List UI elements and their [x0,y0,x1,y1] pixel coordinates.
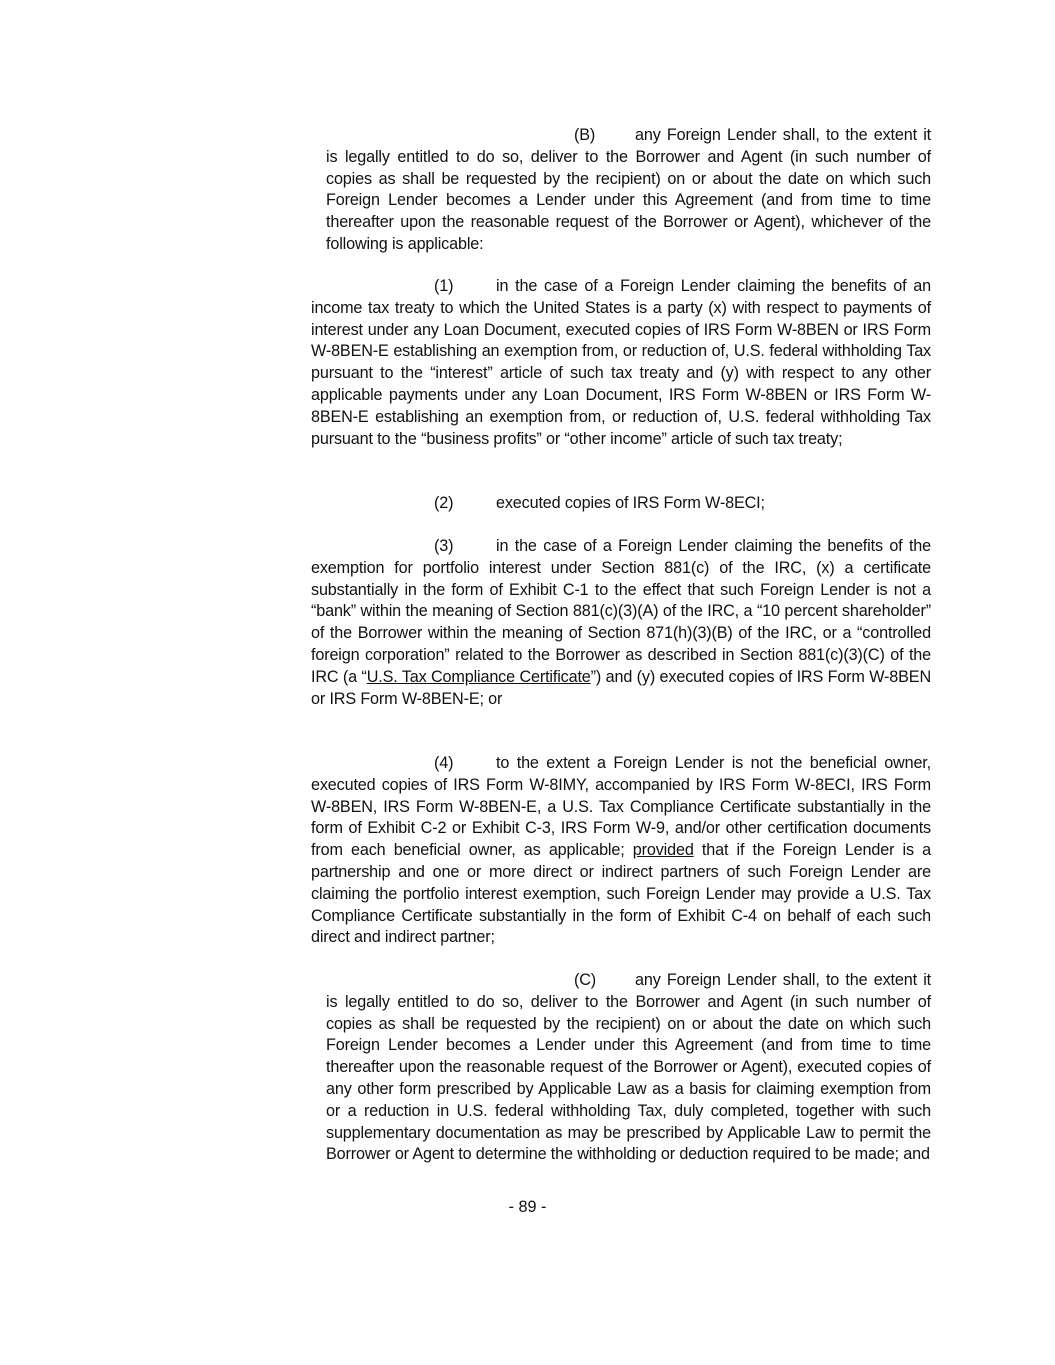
subparagraph-indent [311,537,434,555]
subparagraph-1-text: in the case of a Foreign Lender claiming the benefits of an income tax treaty to which the United States is a party (x) with respect to payments of interest under any Loan Document, executed copies of IRS Form W-8BEN or IRS Form W-8BEN-E establishing an exemption from, or reduction of, U.S. federal withholding Tax pursuant to the “interest” article of such tax treaty and (y) with respect to any other applicable payments under any Loan Document, IRS Form W-8BEN or IRS Form W-8BEN-E establishing an exemption from, or reduction of, U.S. federal withholding Tax pursuant to the “business profits” or “other income” article of such tax treaty; [311,277,931,448]
defined-term-tax-compliance-certificate: U.S. Tax Compliance Certificate [366,667,591,686]
subparagraph-3-text-after: ”) and (y) executed copies of IRS Form W-8BEN or IRS Form W-8BEN-E; or [311,667,931,708]
underlined-provided: provided [632,841,694,860]
subparagraph-4 [311,753,931,949]
subparagraph-marker-4: (4) [434,754,454,772]
subparagraph-4-text-after: that if the Foreign Lender is a partnership and one or more direct or indirect partners of such Foreign Lender are claiming the portfolio interest exemption, such Foreign Lender may provide a U.S. Tax Compliance Certificate substantially in the form of Exhibit C-4 on behalf of each such direct and indirect partner; [311,841,931,947]
paragraph-c [326,970,931,1166]
subparagraph-indent [311,754,434,772]
paragraph-indent [326,971,574,989]
paragraph-indent [326,126,574,144]
subparagraph-marker-1: (1) [434,277,454,295]
paragraph-marker-c: (C) [574,971,597,989]
subparagraph-marker-2: (2) [434,494,454,512]
paragraph-c-text: any Foreign Lender shall, to the extent it is legally entitled to do so, deliver to the Borrower and Agent (in such number of copies as shall be requested by the recipient) on or about the date on which such Foreign Lender becomes a Lender under this Agreement (and from time to time thereafter upon the reasonable request of the Borrower or Agent), executed copies of any other form prescribed by Applicable Law as a basis for claiming exemption from or a reduction in U.S. federal withholding Tax, duly completed, together with such supplementary documentation as may be prescribed by Applicable Law to permit the Borrower or Agent to determine the withholding or deduction required to be made; and [326,971,931,1164]
subparagraph-indent [311,494,434,512]
subparagraph-2 [311,493,931,515]
paragraph-b [326,125,931,256]
page-number: - 89 - [508,1198,547,1216]
subparagraph-3-text-before: in the case of a Foreign Lender claiming the benefits of the exemption for portfolio interest under Section 881(c) of the IRC, (x) a certificate substantially in the form of Exhibit C-1 to the effect that such Foreign Lender is not a “bank” within the meaning of Section 881(c)(3)(A) of the IRC, a “10 percent shareholder” of the Borrower within the meaning of Section 871(h)(3)(B) of the IRC, or a “controlled foreign corporation” related to the Borrower as described in Section 881(c)(3)(C) of the IRC (a “ [311,537,931,686]
paragraph-b-text: any Foreign Lender shall, to the extent it is legally entitled to do so, deliver to the Borrower and Agent (in such number of copies as shall be requested by the recipient) on or about the date on which such Foreign Lender becomes a Lender under this Agreement (and from time to time thereafter upon the reasonable request of the Borrower or Agent), whichever of the following is applicable: [326,126,931,253]
subparagraph-marker-3: (3) [434,537,454,555]
subparagraph-2-text: executed copies of IRS Form W-8ECI; [496,494,765,512]
subparagraph-1 [311,276,931,450]
subparagraph-3 [311,536,931,710]
subparagraph-4-text-before: to the extent a Foreign Lender is not the beneficial owner, executed copies of IRS Form W-8IMY, accompanied by IRS Form W-8ECI, IRS Form W-8BEN, IRS Form W-8BEN-E, a U.S. Tax Compliance Certificate substantially in the form of Exhibit C-2 or Exhibit C-3, IRS Form W-9, and/or other certification documents from each beneficial owner, as applicable; [311,754,931,860]
paragraph-marker-b: (B) [574,126,596,144]
subparagraph-indent [311,277,434,295]
